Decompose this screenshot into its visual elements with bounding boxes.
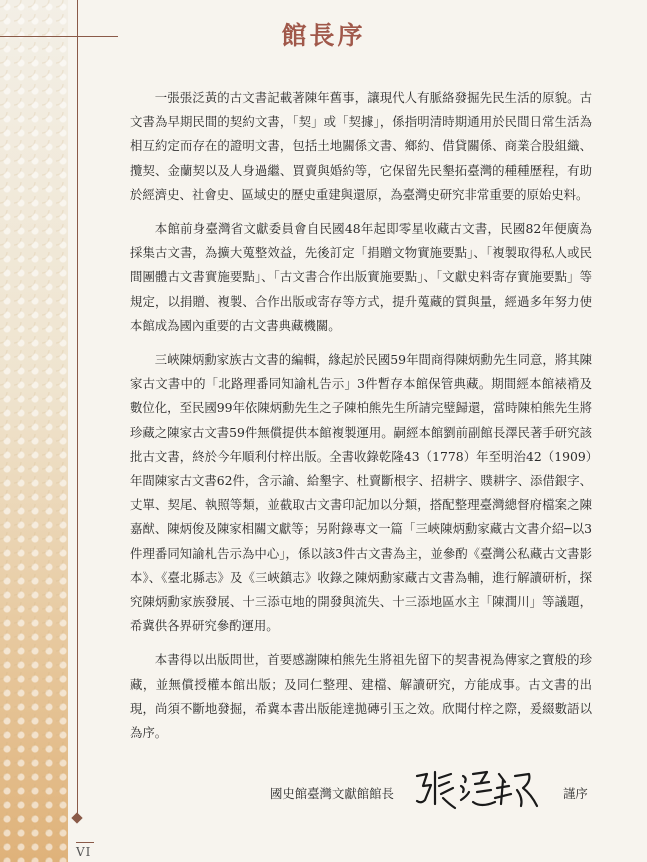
signatory-title: 國史館臺灣文獻館館長 (270, 786, 394, 801)
page-number: VI (76, 842, 94, 859)
paragraph-2: 本館前身臺灣省文獻委員會自民國48年起即零星收藏古文書，民國82年便廣為採集古文書，為擴大蒐整效益，先後訂定「捐贈文物實施要點」、「複製取得私人或民間團體古文書實施要點」、「古文書合作出版實施要點」、「文獻史料寄存實施要點」等規定，以捐贈、複製、合作出版或寄存等方式，提升蒐藏的質與量，經過多年努力使本館成為國內重要的古文書典藏機關。 (130, 221, 592, 333)
preface-body (130, 86, 592, 755)
handwritten-signature (411, 768, 551, 812)
decorative-side-pattern (0, 0, 68, 862)
closing-phrase: 謹序 (563, 786, 588, 801)
paragraph-1: 一張張泛黃的古文書記載著陳年舊事，讓現代人有脈絡發掘先民生活的原貌。古文書為早期民間的契約文書，「契」或「契據」，係指明清時期通用於民間日常生活為相互約定而存在的證明文書，包括土地關係文書、鄉約、借貸關係、商業合股組織、攬契、金蘭契以及人身過繼、買賣與婚約等，它保留先民墾拓臺灣的種種歷程，有助於經濟史、社會史、區域史的歷史重建與還原，為臺灣史研究非常重要的原始史料。 (130, 90, 592, 202)
paragraph-4: 本書得以出版問世，首要感謝陳柏熊先生將祖先留下的契書視為傳家之寶般的珍藏，並無償授權本館出版；及同仁整理、建檔、解讀研究，方能成事。古文書的出現，尚須不斷地發掘，希冀本書出版能達拋磚引玉之效。欣聞付梓之際，爰綴數語以為序。 (130, 652, 592, 741)
vertical-margin-rule (77, 0, 78, 818)
page-title: 館長序 (281, 21, 366, 50)
signature-block (270, 778, 600, 818)
paragraph-3: 三峽陳炳勳家族古文書的編輯，緣起於民國59年間商得陳炳勳先生同意，將其陳家古文書中的「北路理番同知諭札告示」3件暫存本館保管典藏。期間經本館裱褙及數位化，至民國99年依陳炳勳先生之子陳柏熊先生所請完璧歸還，當時陳柏熊先生將珍藏之陳家古文書59件無償提供本館複製運用。嗣經本館劉前副館長澤民著手研究該批古文書，終於今年順利付梓出版。全書收錄乾隆43（1778）年至明治42（1909）年間陳家古文書62件，含示諭、給墾字、杜賣斷根字、招耕字、贌耕字、添借銀字、丈單、契尾、執照等類，並截取古文書印記加以分類，搭配整理臺灣總督府檔案之陳嘉猷、陳炳俊及陳家相關文獻等；另附錄專文一篇「三峽陳炳勳家藏古文書介紹─以3件理番同知諭札告示為中心」，係以該3件古文書為主，並參酌《臺灣公私藏古文書影本》、《臺北縣志》及《三峽鎮志》收錄之陳炳勳家藏古文書為輔，進行解讀研析，探究陳炳勳家族發展、十三添屯地的開發與流失、十三添地區水主「陳潤川」等議題，希冀供各界研究參酌運用。 (130, 352, 592, 634)
diamond-ornament-icon (71, 812, 82, 823)
